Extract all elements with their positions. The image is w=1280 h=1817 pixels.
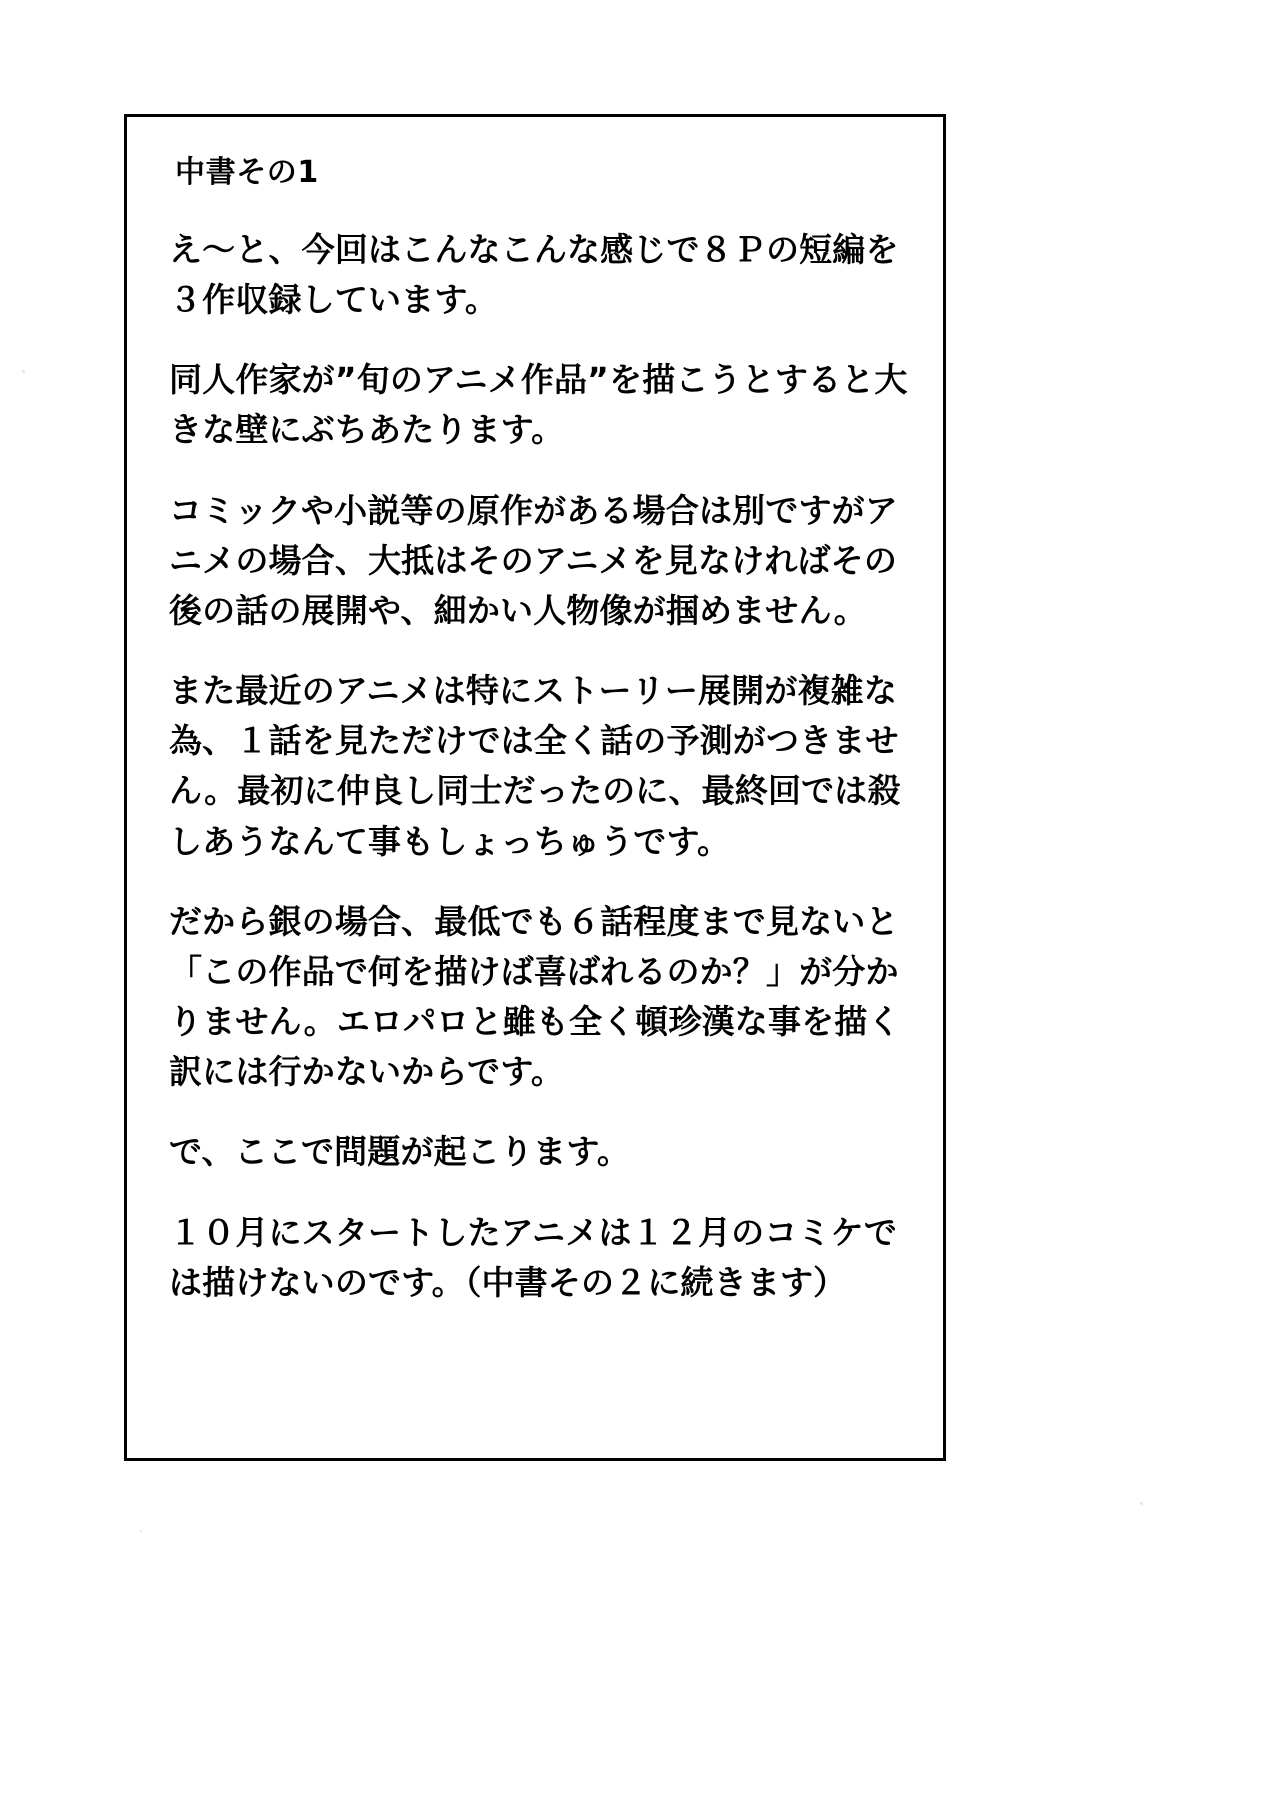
afterword-paragraph: 同人作家が”旬のアニメ作品”を描こうとすると大きな壁にぶちあたります。 (169, 360, 908, 450)
scan-speck (22, 370, 25, 373)
afterword-paragraph: え〜と、今回はこんなこんな感じで８Ｐの短編を３作収録しています。 (169, 230, 899, 320)
scan-speck (1140, 1502, 1143, 1505)
afterword-panel (124, 114, 946, 1461)
scan-speck (140, 1530, 142, 1532)
afterword-title: 中書その1 (175, 155, 319, 190)
afterword-paragraph: だから銀の場合、最低でも６話程度まで見ないと「この作品で何を描けば喜ばれるのか？」が分かりません。エロパロと雖も全く頓珍漢な事を描く訳には行かないからです。 (169, 901, 901, 1092)
afterword-paragraph: で、ここで問題が起こります。 (169, 1132, 631, 1172)
afterword-paragraph: コミックや小説等の原作がある場合は別ですがアニメの場合、大抵はそのアニメを見なければその後の話の展開や、細かい人物像が掴めません。 (169, 490, 898, 630)
afterword-body (169, 225, 909, 1308)
afterword-paragraph: １０月にスタートしたアニメは１２月のコミケでは描けないのです。（中書その２に続きます） (169, 1212, 897, 1302)
afterword-paragraph: また最近のアニメは特にストーリー展開が複雑な為、１話を見ただけでは全く話の予測がつきません。最初に仲良し同士だったのに、最終回では殺しあうなんて事もしょっちゅうです。 (169, 671, 901, 861)
